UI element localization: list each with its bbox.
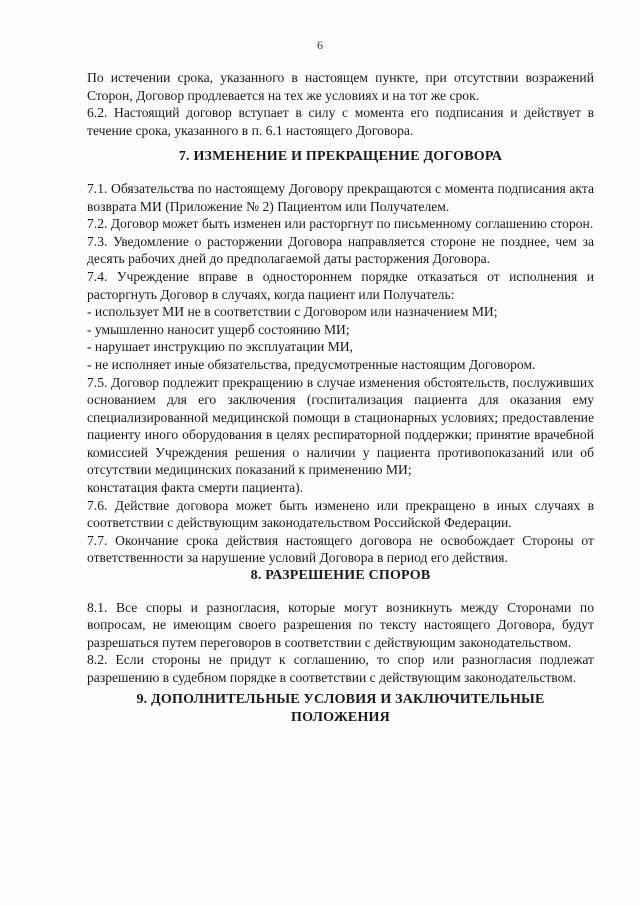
clause-7-3: 7.3. Уведомление о расторжении Договора направляется стороне не позднее, чем за десять рабочих дней до предполагаемой даты расторжения Договора. (87, 233, 594, 267)
list-item: - умышленно наносит ущерб состоянию МИ; (87, 321, 350, 337)
list-item: - использует МИ не в соответствии с Договором или назначением МИ; (87, 304, 498, 320)
clause-7-5-continuation: констатация факта смерти пациента). (87, 480, 304, 496)
clause-7-5: 7.5. Договор подлежит прекращению в случае изменения обстоятельств, послуживших основанием для его заключения (госпитализация пациента для оказания ему специализированной медицинской помощи в стационарных условиях; предоставление пациенту иного оборудования в целях респираторной поддержки; принятие врачебной комиссией Учреждения решения о наличии у пациента противопоказаний или об отсутствии медицинских показаний к применению МИ; (87, 374, 594, 478)
clause-7-4: 7.4. Учреждение вправе в одностороннем порядке отказаться от исполнения и расторгнуть Договор в случаях, когда пациент или Получатель: (87, 268, 594, 302)
clause-8-2: 8.2. Если стороны не придут к соглашению, то спор или разногласия подлежат разрешению в судебном порядке в соответствии с действующим законодательством. (87, 652, 594, 685)
clause-7-6: 7.6. Действие договора может быть изменено или прекращено в иных случаях в соответствии с действующим законодательством Российской Федерации. (87, 497, 594, 531)
page-number: 6 (317, 38, 323, 52)
section-9-heading (87, 691, 594, 727)
clause-7-2: 7.2. Договор может быть изменен или расторгнут по письменному соглашению сторон. (87, 216, 594, 232)
section-7-heading: 7. ИЗМЕНЕНИЕ И ПРЕКРАЩЕНИЕ ДОГОВОРА (178, 149, 503, 165)
clause-8-1: 8.1. Все споры и разногласия, которые могут возникнуть между Сторонами по вопросам, не имеющим своего разрешения по тексту настоящего Договора, будут разрешаться путем переговоров в соответствии с действующим законодательством. (87, 599, 594, 650)
document-body (87, 69, 594, 727)
section-9-heading-line2: ПОЛОЖЕНИЯ (291, 709, 390, 725)
list-item: - не исполняет иные обязательства, предусмотренные настоящим Договором. (87, 356, 536, 372)
clause-7-1: 7.1. Обязательства по настоящему Договору прекращаются с момента подписания акта возврата МИ (Приложение № 2) Пациентом или Получателем. (87, 180, 594, 214)
clause-7-7: 7.7. Окончание срока действия настоящего договора не освобождает Стороны от ответственности за нарушение условий Договора в период его действия. (87, 532, 594, 566)
section-9-heading-line1: 9. ДОПОЛНИТЕЛЬНЫЕ УСЛОВИЯ И ЗАКЛЮЧИТЕЛЬНЫЕ (136, 691, 545, 707)
section-8-heading: 8. РАЗРЕШЕНИЕ СПОРОВ (250, 568, 431, 584)
intro-paragraph: По истечении срока, указанного в настоящем пункте, при отсутствии возражений Сторон, Договор продлевается на тех же условиях и на тот же срок. (87, 70, 594, 103)
list-item: - нарушает инструкцию по эксплуатации МИ, (87, 339, 353, 355)
clause-6-2: 6.2. Настоящий договор вступает в силу с момента его подписания и действует в течение срока, указанного в п. 6.1 настоящего Договора. (87, 105, 594, 138)
